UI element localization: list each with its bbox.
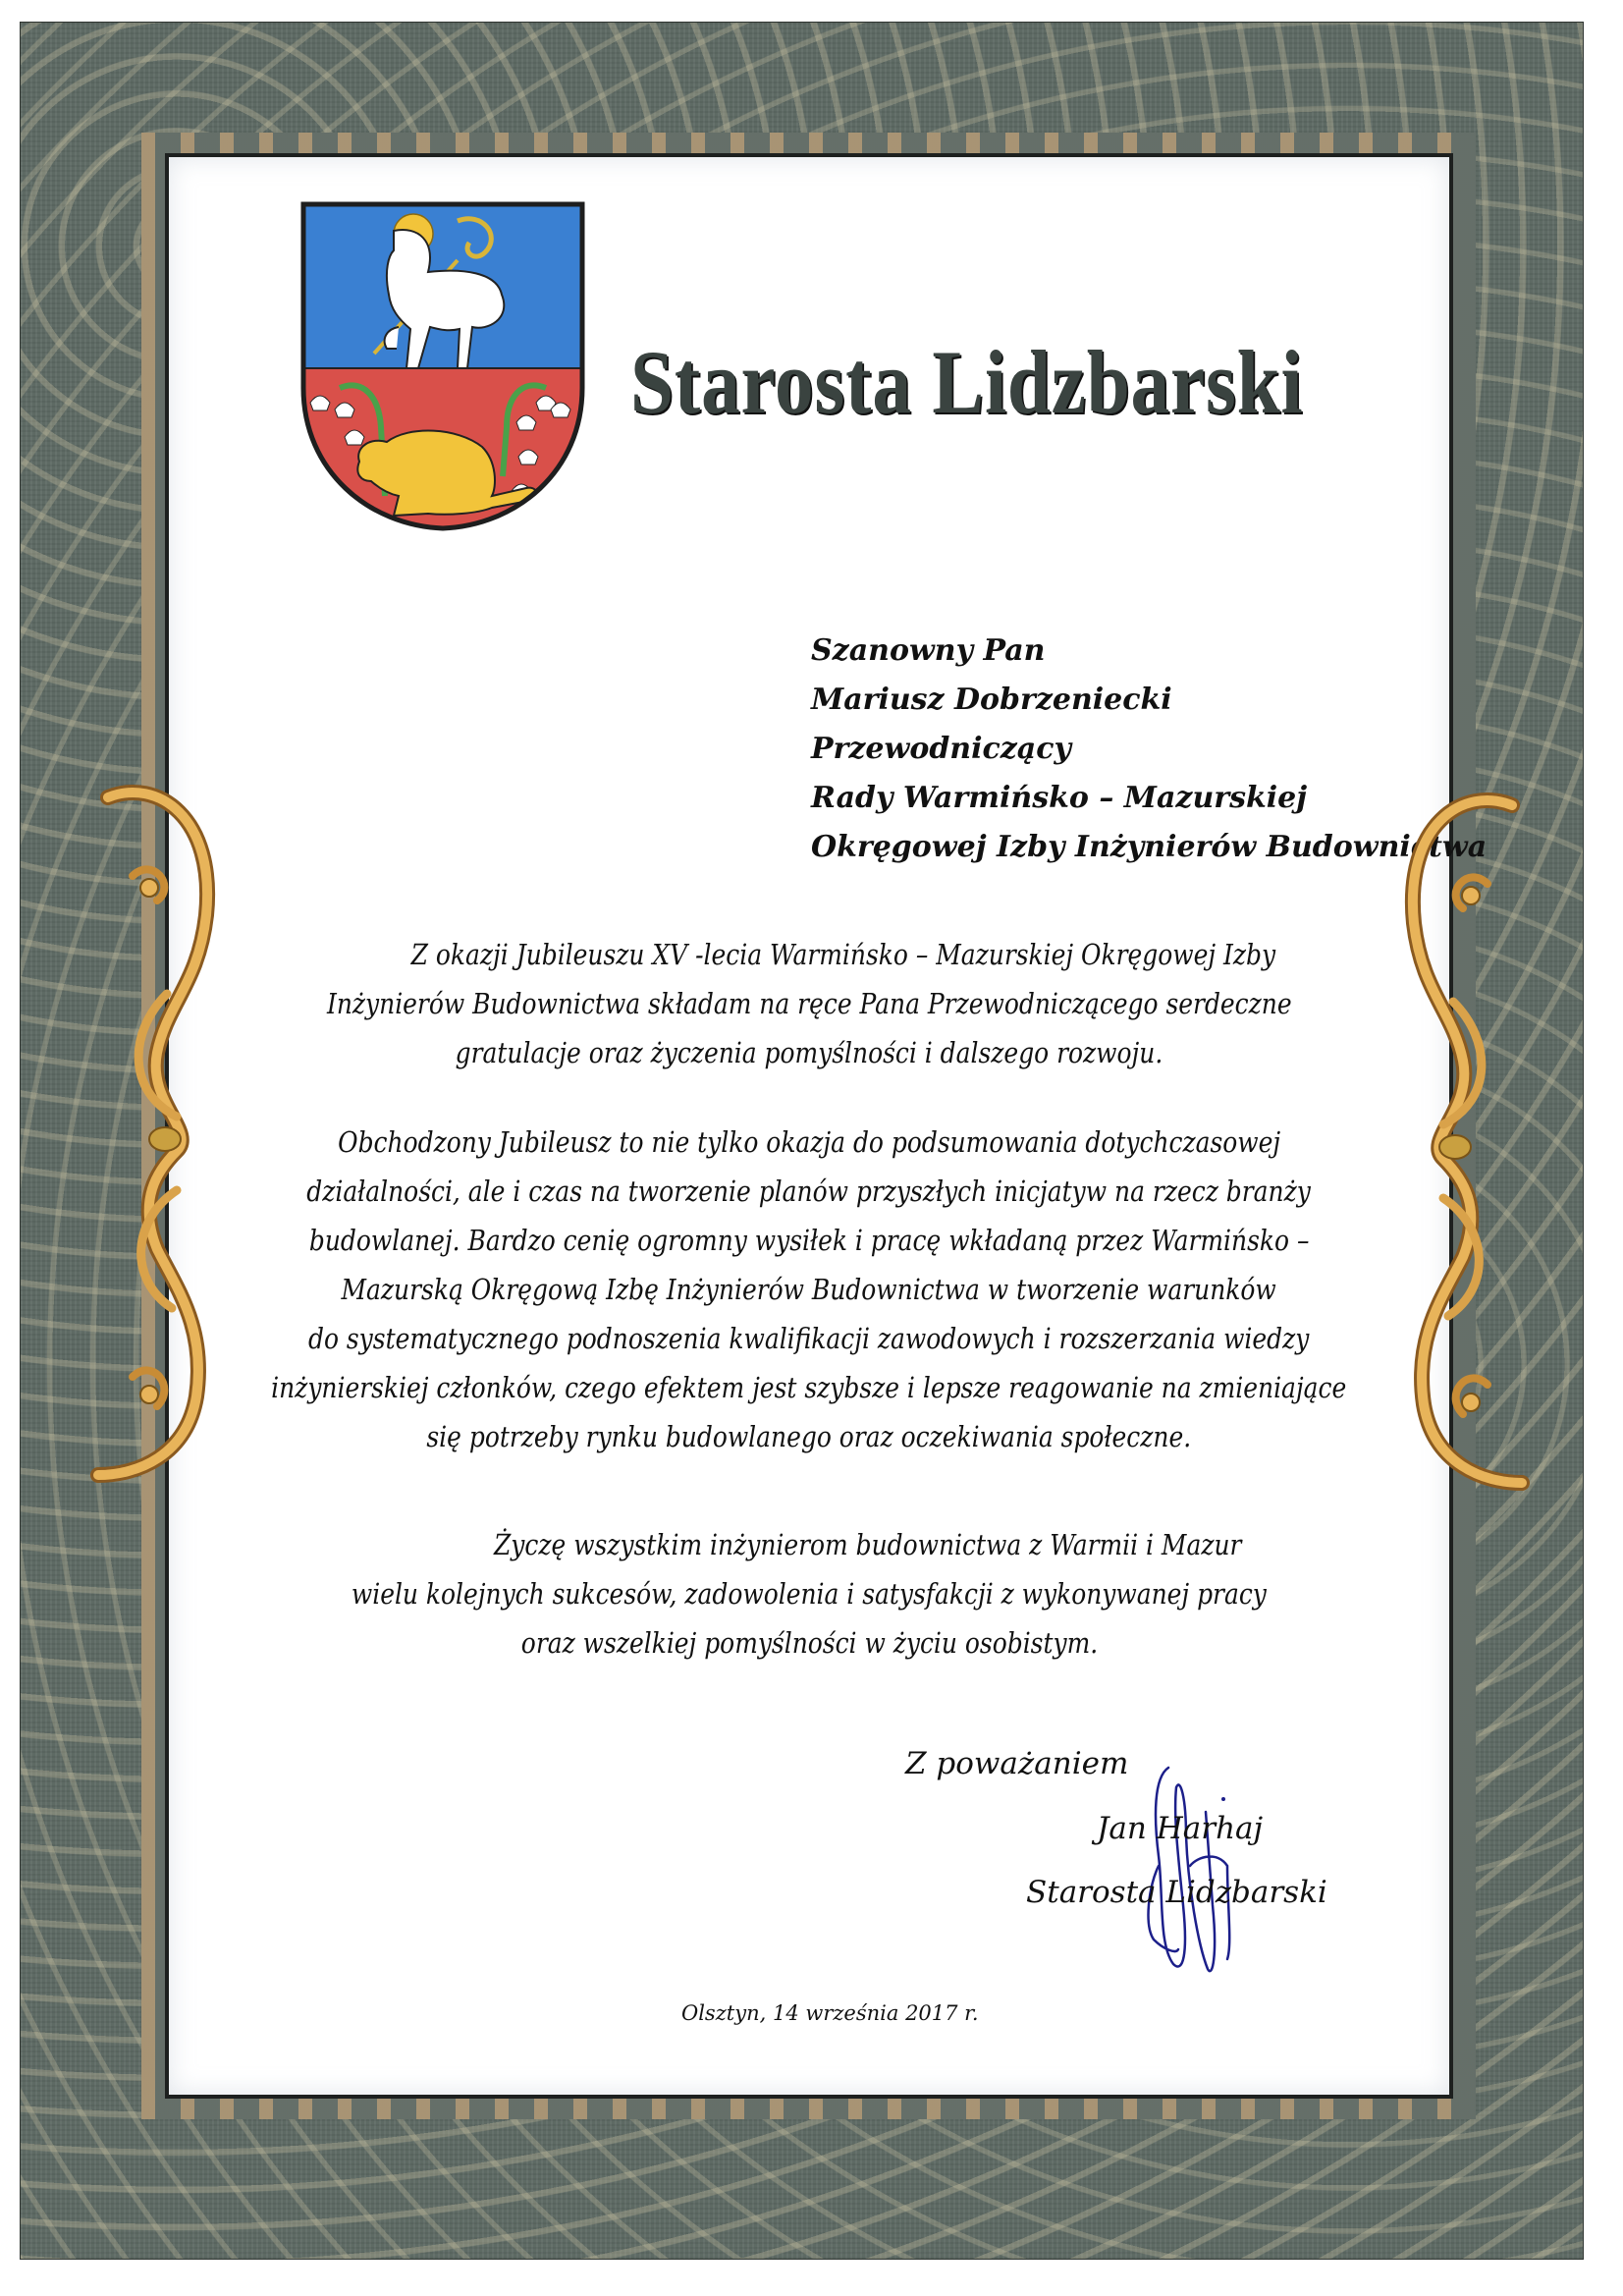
recipient-line: Mariusz Dobrzeniecki bbox=[811, 683, 1172, 717]
handwritten-signature-icon bbox=[1129, 1758, 1237, 1984]
recipient-line: Przewodniczący bbox=[811, 732, 1071, 766]
paragraph-3-line: oraz wszelkiej pomyślności w życiu osobistym. bbox=[520, 1626, 1098, 1660]
letterhead-title: Starosta Lidzbarski bbox=[630, 332, 1304, 432]
paragraph-1-line: gratulacje oraz życzenia pomyślności i dalszego rozwoju. bbox=[455, 1036, 1163, 1069]
coat-of-arms-icon bbox=[300, 201, 585, 531]
place-and-date: Olsztyn, 14 września 2017 r. bbox=[681, 2001, 979, 2025]
signatory-name: Jan Harhaj bbox=[1097, 1811, 1264, 1846]
gold-ornament-left-icon bbox=[79, 778, 226, 1485]
paragraph-3-line: Życzę wszystkim inżynierom budownictwa z Warmii i Mazur bbox=[494, 1528, 1242, 1561]
recipient-address bbox=[811, 627, 1487, 872]
paragraph-3-line: wielu kolejnych sukcesów, zadowolenia i satysfakcji z wykonywanej pracy bbox=[351, 1577, 1268, 1611]
paragraph-2-line: Mazurską Okręgową Izbę Inżynierów Budownictwa w tworzenie warunków bbox=[341, 1273, 1277, 1306]
paragraph-2-line: działalności, ale i czas na tworzenie planów przyszłych inicjatyw na rzecz branży bbox=[306, 1175, 1312, 1208]
recipient-line: Szanowny Pan bbox=[811, 633, 1046, 668]
paragraph-2-line: budowlanej. Bardzo cenię ogromny wysiłek i pracę wkładaną przez Warmińsko – bbox=[308, 1224, 1310, 1257]
recipient-line: Rady Warmińsko – Mazurskiej bbox=[811, 781, 1308, 815]
paragraph-1-line: Z okazji Jubileuszu XV -lecia Warmińsko – Mazurskiej Okręgowej Izby bbox=[410, 938, 1276, 971]
closing-salutation: Z poważaniem bbox=[905, 1746, 1129, 1781]
paragraph-1-line: Inżynierów Budownictwa składam na ręce Pana Przewodniczącego serdeczne bbox=[326, 987, 1292, 1020]
paragraph-2-line: Obchodzony Jubileusz to nie tylko okazja do podsumowania dotychczasowej bbox=[337, 1125, 1280, 1159]
paragraph-2-line: inżynierskiej członków, czego efektem jest szybsze i lepsze reagowanie na zmieniające bbox=[271, 1371, 1347, 1404]
paragraph-2-line: do systematycznego podnoszenia kwalifikacji zawodowych i rozszerzania wiedzy bbox=[308, 1322, 1310, 1355]
recipient-line: Okręgowej Izby Inżynierów Budownictwa bbox=[811, 830, 1488, 864]
gold-ornament-right-icon bbox=[1394, 786, 1542, 1493]
paragraph-2-line: się potrzeby rynku budowlanego oraz oczekiwania społeczne. bbox=[426, 1420, 1192, 1453]
signatory-position: Starosta Lidzbarski bbox=[1026, 1875, 1327, 1910]
